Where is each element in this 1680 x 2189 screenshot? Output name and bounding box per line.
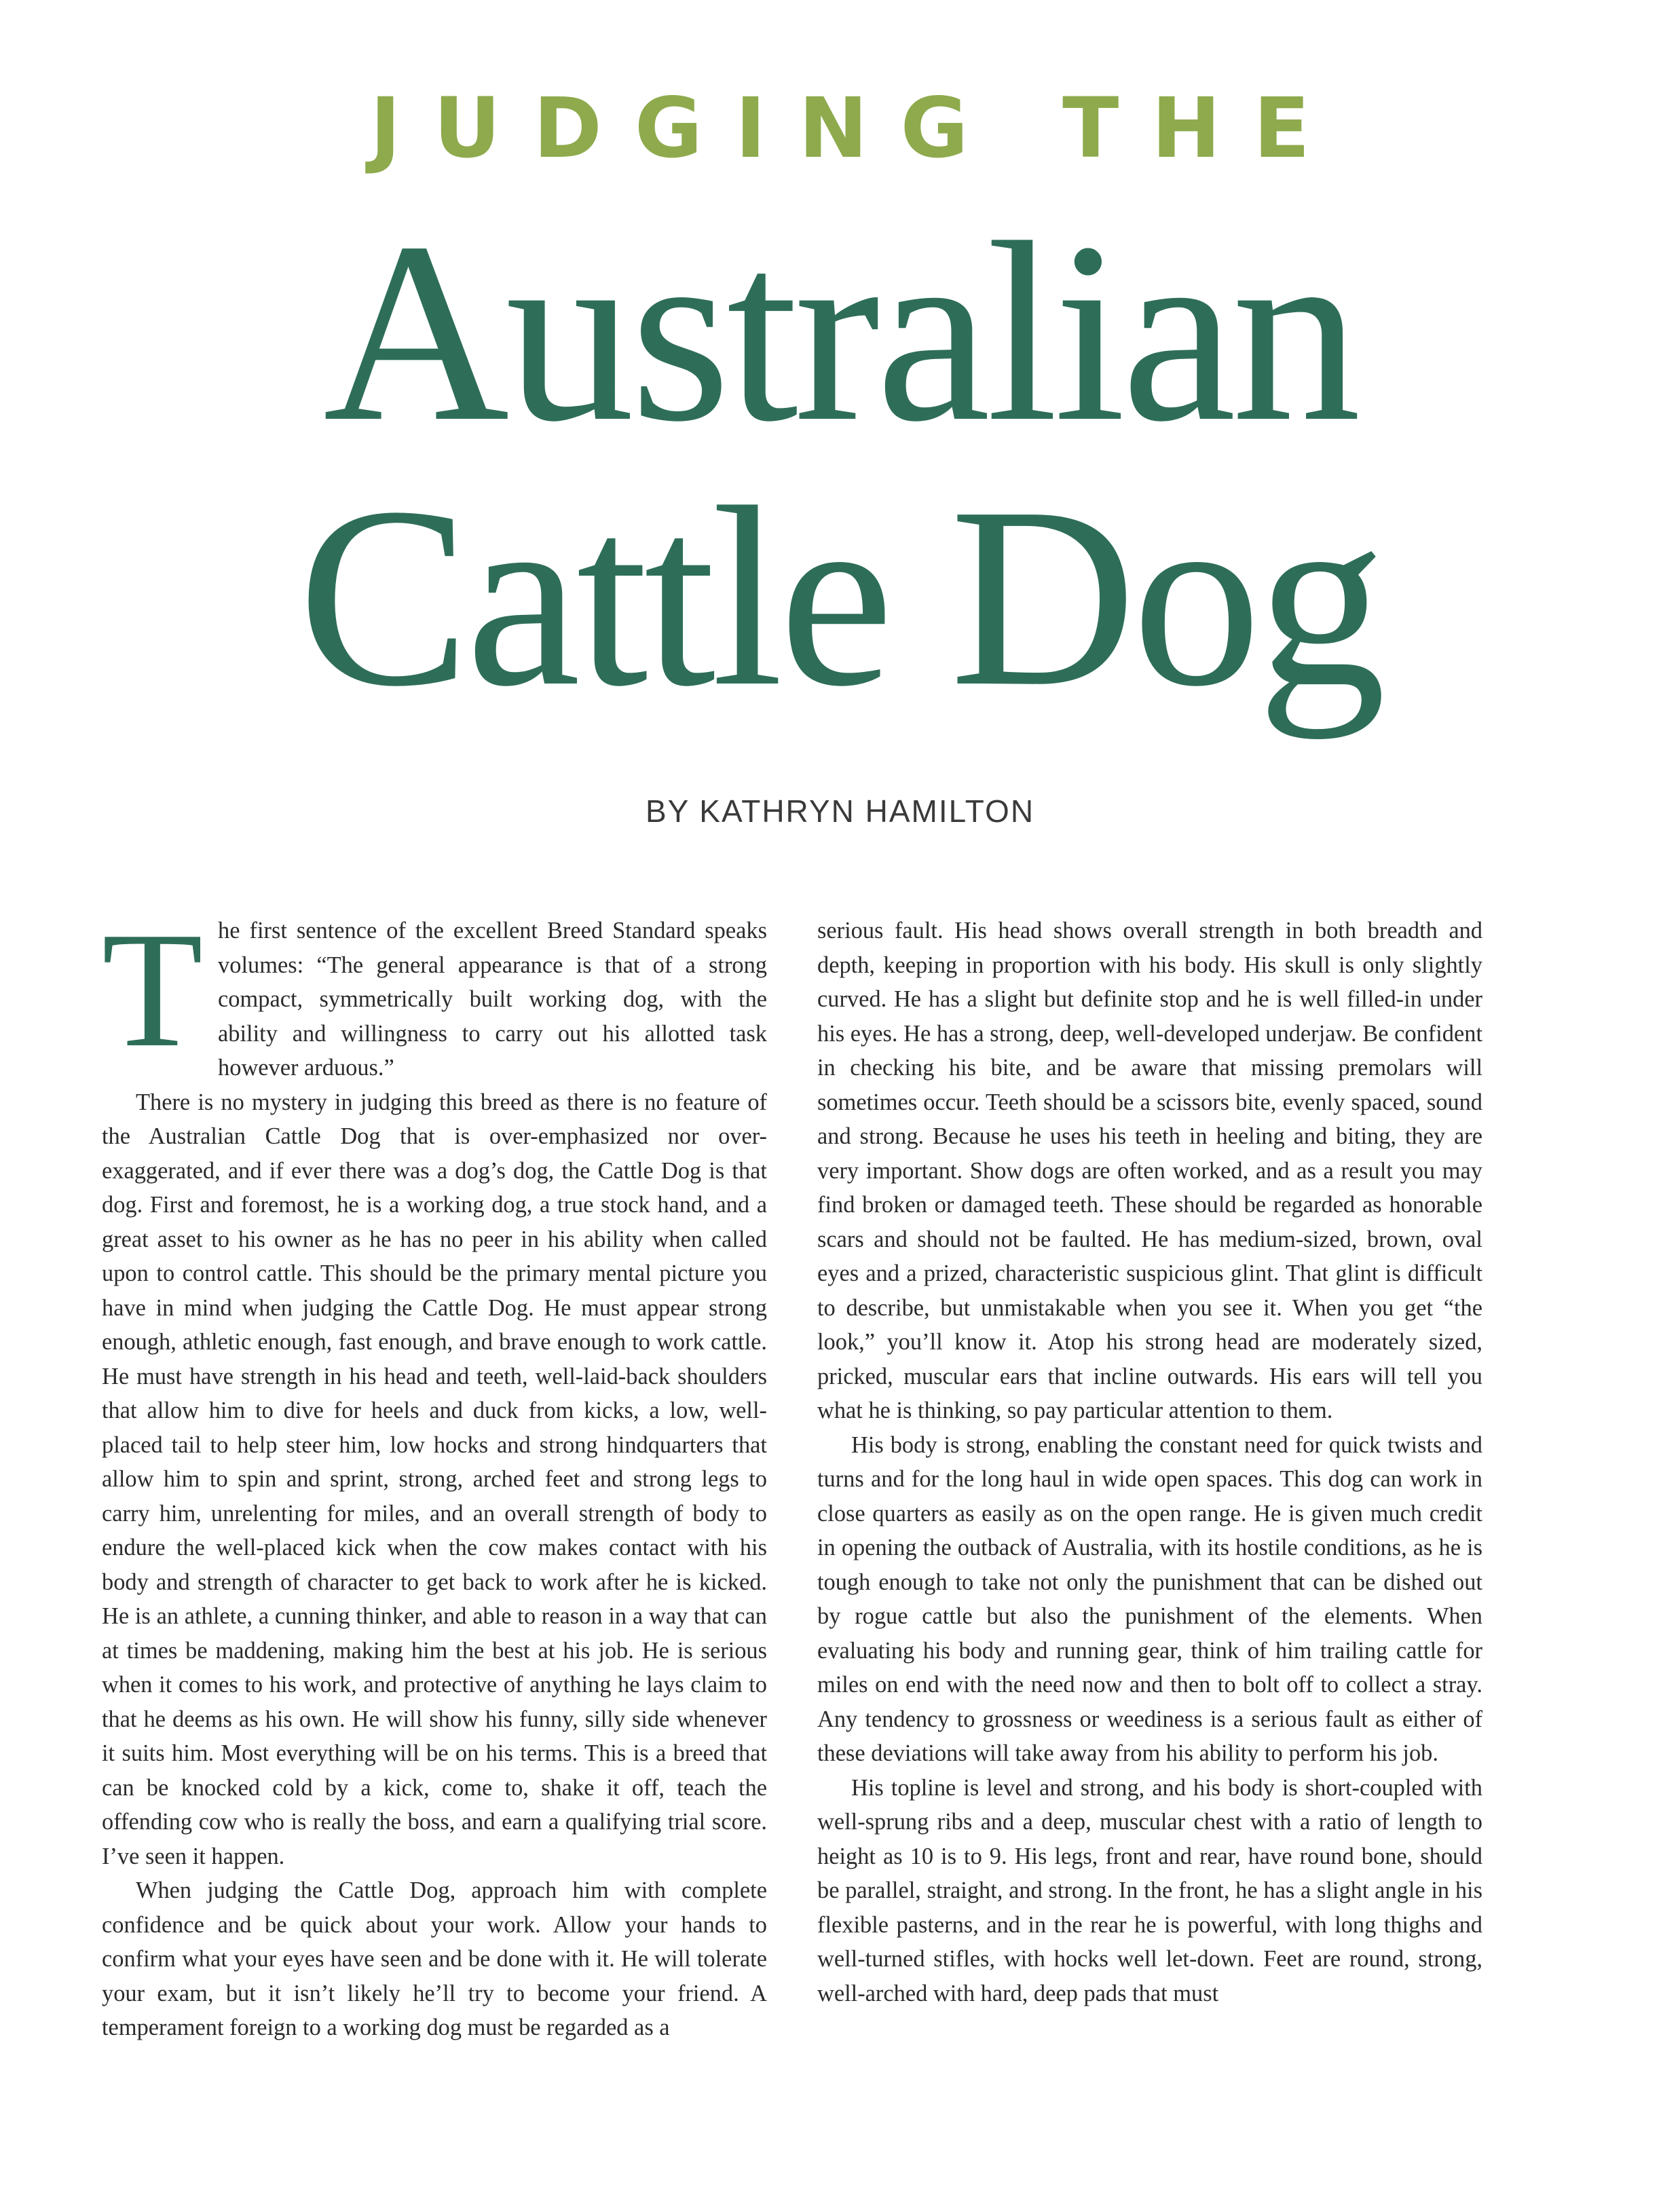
title-line-2: Cattle Dog [298, 454, 1382, 740]
paragraph-6: His topline is level and strong, and his body is short-coupled with well-sprung ribs and a deep, muscular chest with a ratio of length to height as 10 is to 9. His legs, front and rear, have round bone, should be parallel, straight, and strong. In the front, he has a slight angle in his flexible pasterns, and in the rear he is powerful, with long thighs and well-turned stifles, with hocks well let-down. Feet are round, strong, well-arched with hard, deep pads that must [817, 1774, 1482, 2006]
title-line-1: Australian [323, 189, 1357, 475]
paragraph-1 [102, 898, 767, 1085]
paragraph-1-text: he first sentence of the excellent Breed Standard speaks volumes: “The general appearance is that of a strong compact, symmetrically built working dog, with the ability and willingness to carry out his allotted task however arduous.” [218, 918, 767, 1081]
paragraph-5: His body is strong, enabling the constant need for quick twists and turns and for the long haul in wide open spaces. This dog can work in close quarters as easily as on the open range. He is given much credit in opening the outback of Australia, with its hostile conditions, as he is tough enough to take not only the punishment that can be dished out by rogue cattle but also the punishment of the elements. When evaluating his body and running gear, think of him trailing cattle for miles on end with the need now and then to bolt off to collect a stray. Any tendency to grossness or weediness is a serious fault as either of these deviations will take away from his ability to perform his job. [817, 1432, 1482, 1766]
article-column-left [102, 898, 767, 2045]
paragraph-2: There is no mystery in judging this breed as there is no feature of the Australian Cattle Dog that is over-emphasized nor over-exaggerated, and if ever there was a dog’s dog, the Cattle Dog is that dog. First and foremost, he is a working dog, a true stock hand, and a great asset to his owner as he has no peer in his ability when called upon to control cattle. This should be the primary mental picture you have in mind when judging the Cattle Dog. He must appear strong enough, athletic enough, fast enough, and brave enough to work cattle. He must have strength in his head and teeth, well-laid-back shoulders that allow him to dive for heels and duck from kicks, a low, well-placed tail to help steer him, low hocks and strong hindquarters that allow him to spin and sprint, strong, arched feet and strong legs to carry him, unrelenting for miles, and an overall strength of body to endure the well-placed kick when the cow makes contact with his body and strength of character to get back to work after he is kicked. He is an athlete, a cunning thinker, and able to reason in a way that can at times be maddening, making him the best at his job. He is serious when it comes to his work, and protective of anything he lays claim to that he deems as his own. He will show his funny, silly side whenever it suits him. Most everything will be on his terms. This is a breed that can be knocked cold by a kick, come to, shake it off, teach the offending cow who is really the boss, and earn a qualifying trial score. I’ve seen it happen. [102, 1089, 767, 1869]
kicker-heading: JUDGING THE [370, 80, 1343, 176]
byline: BY KATHRYN HAMILTON [645, 793, 1035, 829]
paragraph-3: When judging the Cattle Dog, approach him with complete confidence and be quick about your work. Allow your hands to confirm what your eyes have seen and be done with it. He will tolerate your exam, but it isn’t likely he’ll try to become your friend. A temperament foreign to a working dog must be regarded as a [102, 1877, 767, 2040]
article-column-right [817, 914, 1482, 2010]
paragraph-4: serious fault. His head shows overall strength in both breadth and depth, keeping in proportion with his body. His skull is only slightly curved. He has a slight but definite stop and he is well filled-in under his eyes. He has a strong, deep, well-developed underjaw. Be confident in checking his bite, and be aware that missing premolars will sometimes occur. Teeth should be a scissors bite, evenly spaced, sound and strong. Because he uses his teeth in heeling and biting, they are very important. Show dogs are often worked, and as a result you may find broken or damaged teeth. These should be regarded as honorable scars and should not be faulted. He has medium-sized, brown, oval eyes and a prized, characteristic suspicious glint. That glint is difficult to describe, but unmistakable when you see it. When you get “the look,” you’ll know it. Atop his strong head are moderately sized, pricked, muscular ears that incline outwards. His ears will tell you what he is thinking, so pay particular attention to them. [817, 918, 1482, 1423]
drop-cap: T [102, 898, 204, 1081]
